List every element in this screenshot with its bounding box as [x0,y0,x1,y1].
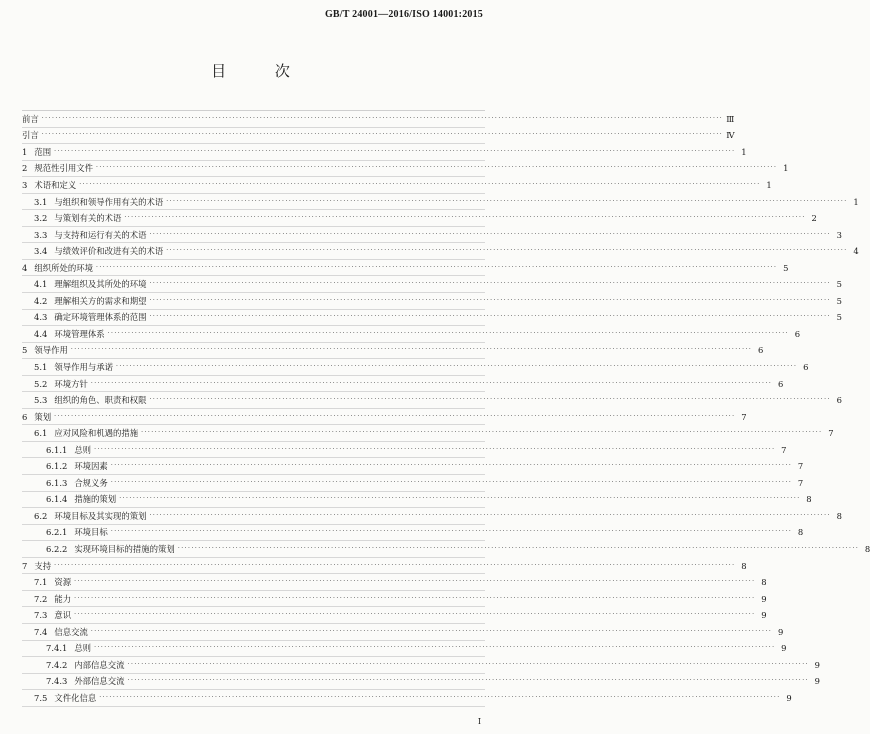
toc-entry-title: 能力 [54,593,72,604]
toc-entry-page: 9 [786,692,792,703]
toc-dot-leader: ········································································································································································································ [110,462,793,470]
toc-dot-leader: ········································································································································································································ [95,164,778,172]
page-number: I [477,717,481,726]
toc-dot-leader: ········································································································································································································ [74,611,756,619]
toc-entry-title: 确定环境管理体系的范围 [54,312,147,323]
standard-code-header: GB/T 24001—2016/ISO 14001:2015 [324,9,483,20]
toc-entry-number: 5.1 [34,361,48,372]
toc-dot-leader: ········································································································································································································ [110,478,793,486]
toc-entry[interactable] [22,690,792,707]
toc-entry-number: 7.4 [34,626,48,637]
toc-entry-page: Ⅲ [726,113,735,124]
toc-dot-leader: ········································································································································································································ [41,114,724,122]
toc-dot-leader: ········································································································································································································ [149,230,831,238]
toc-entry[interactable] [22,558,747,575]
toc-entry[interactable] [22,177,772,194]
toc-dot-leader: ········································································································································································································ [115,362,798,370]
toc-entry-page: Ⅳ [726,130,735,141]
toc-dot-leader: ········································································································································································································ [90,627,773,635]
toc-entry-number: 5.2 [34,378,48,389]
toc-entry-number: 4.2 [34,295,48,306]
toc-entry-page: 9 [781,643,787,654]
toc-dot-leader: ········································································································································································································ [119,495,801,503]
toc-entry-title: 与绩效评价和改进有关的术语 [54,246,164,257]
toc-entry-title: 环境因素 [74,461,108,472]
toc-entry[interactable] [22,574,767,591]
toc-entry-number: 4.3 [34,312,48,323]
toc-entry-page: 8 [864,543,870,554]
toc-entry-title: 策划 [34,411,52,422]
toc-entry-number: 4.1 [34,279,48,290]
toc-entry-number: 前言 [22,113,39,124]
toc-entry-title: 环境方针 [54,378,88,389]
toc-entry-title: 组织所处的环境 [34,262,93,273]
toc-entry-number: 3.3 [34,229,48,240]
toc-entry-number: 7.3 [34,610,48,621]
toc-entry[interactable] [22,310,842,327]
toc-entry[interactable] [22,194,859,211]
toc-entry[interactable] [22,641,787,658]
toc-entry[interactable] [22,475,804,492]
toc-entry-page: 6 [777,378,784,389]
toc-entry-number: 6.1.2 [46,461,68,472]
toc-entry[interactable] [22,607,767,624]
toc-entry-number: 7.5 [34,692,48,703]
toc-entry[interactable] [22,161,789,178]
toc-entry[interactable] [22,425,834,442]
toc-entry[interactable] [22,541,870,558]
toc-entry[interactable] [22,128,735,145]
toc-entry-title: 资源 [54,577,72,588]
toc-entry-title: 外部信息交流 [74,676,125,687]
toc-entry-page: 7 [828,428,834,439]
toc-entry-title: 规范性引用文件 [34,163,93,174]
toc-entry[interactable] [22,293,842,310]
toc-entry[interactable] [22,409,747,426]
toc-entry-number: 6.2.2 [46,543,68,554]
toc-dot-leader: ········································································································································································································ [127,660,810,668]
toc-entry-title: 环境目标及其实现的策划 [54,510,147,521]
toc-entry-title: 应对风险和机遇的措施 [54,428,139,439]
toc-entry-page: 7 [741,411,747,422]
toc-entry-title: 合规义务 [74,477,108,488]
toc-entry-number: 5.3 [34,395,48,406]
toc-entry[interactable] [22,276,842,293]
toc-entry[interactable] [22,359,809,376]
toc-entry-title: 与策划有关的术语 [54,213,122,224]
toc-entry-number: 5 [22,345,28,356]
toc-entry-number: 6.1.4 [46,494,68,505]
toc-entry-page: 7 [781,444,787,455]
toc-entry-number: 7 [22,560,28,571]
toc-entry-page: 6 [836,395,842,406]
toc-dot-leader: ········································································································································································································ [94,445,776,453]
toc-entry-number: 7.2 [34,593,48,604]
toc-entry[interactable] [22,492,812,509]
toc-entry[interactable] [22,326,801,343]
toc-entry-title: 支持 [34,560,52,571]
toc-entry-number: 6 [22,411,28,422]
toc-entry[interactable] [22,624,784,641]
toc-entry-page: 1 [741,146,747,157]
toc-entry-number: 4.4 [34,328,48,339]
toc-entry-number: 6.1.3 [46,477,68,488]
toc-entry-title: 总则 [74,643,92,654]
toc-dot-leader: ········································································································································································································ [107,329,790,337]
toc-entry-page: 9 [777,626,784,637]
toc-entry[interactable] [22,392,842,409]
toc-entry-page: 6 [794,328,801,339]
toc-entry-title: 领导作用 [34,345,68,356]
toc-entry[interactable] [22,591,767,608]
toc-dot-leader: ········································································································································································································ [54,147,736,155]
toc-dot-leader: ········································································································································································································ [141,429,823,437]
toc-entry-page: 3 [836,229,842,240]
toc-dot-leader: ········································································································································································································ [149,296,831,304]
toc-entry[interactable] [22,227,842,244]
toc-entry-number: 6.2 [34,510,48,521]
toc-entry[interactable] [22,657,821,674]
toc-entry-title: 实现环境目标的措施的策划 [74,543,175,554]
toc-dot-leader: ········································································································································································································ [94,644,776,652]
toc-dot-leader: ········································································································································································································ [90,379,773,387]
toc-entry-title: 环境管理体系 [54,328,105,339]
toc-entry-page: 5 [836,295,842,306]
toc-dot-leader: ········································································································································································································ [166,247,848,255]
toc-entry-page: 5 [783,262,789,273]
toc-entry[interactable] [22,343,764,360]
toc-entry-number: 3.2 [34,213,48,224]
toc-dot-leader: ········································································································································································································ [166,197,848,205]
toc-entry[interactable] [22,442,787,459]
toc-entry[interactable] [22,376,784,393]
toc-dot-leader: ········································································································································································································ [124,214,806,222]
toc-entry[interactable] [22,508,842,525]
toc-dot-leader: ········································································································································································································ [149,280,831,288]
toc-entry-title: 内部信息交流 [74,659,125,670]
toc-entry-page: 8 [806,494,812,505]
toc-entry-page: 2 [811,213,817,224]
toc-entry-page: 8 [741,560,747,571]
toc-entry-page: 5 [836,312,842,323]
toc-entry-page: 9 [761,610,767,621]
toc-entry-page: 4 [853,246,859,257]
toc-entry-number: 3.1 [34,196,48,207]
toc-entry[interactable] [22,144,747,161]
toc-entry-title: 术语和定义 [34,179,77,190]
toc-entry-number: 7.4.3 [46,676,68,687]
toc-entry[interactable] [22,458,804,475]
toc-entry-title: 与组织和领导作用有关的术语 [54,196,164,207]
toc-dot-leader: ········································································································································································································ [79,180,761,188]
toc-dot-leader: ········································································································································································································ [41,131,724,139]
toc-entry-page: 6 [757,345,764,356]
toc-entry-title: 措施的策划 [74,494,117,505]
toc-dot-leader: ········································································································································································································ [127,677,810,685]
toc-entry-page: 9 [814,659,821,670]
toc-entry-page: 7 [797,477,804,488]
toc-entry-page: 1 [783,163,789,174]
toc-title: 目 次 [211,62,312,80]
toc-entry-page: 1 [766,179,772,190]
toc-entry[interactable] [22,525,804,542]
toc-entry-number: 6.1 [34,428,48,439]
toc-entry-number: 6.2.1 [46,527,68,538]
toc-dot-leader: ········································································································································································································ [54,561,736,569]
toc-entry-title: 理解相关方的需求和期望 [54,295,147,306]
toc-entry[interactable] [22,210,817,227]
toc-entry-page: 5 [836,279,842,290]
toc-dot-leader: ········································································································································································································ [149,396,831,404]
toc-entry-page: 8 [836,510,842,521]
toc-entry-number: 引言 [22,130,39,141]
toc-entry-title: 范围 [34,146,52,157]
toc-entry-page: 9 [814,676,821,687]
toc-entry-title: 总则 [74,444,92,455]
toc-entry-page: 7 [797,461,804,472]
toc-entry-page: 8 [761,577,767,588]
table-of-contents [22,110,870,707]
toc-entry[interactable] [22,111,735,128]
toc-entry-title: 理解组织及其所处的环境 [54,279,147,290]
toc-entry-title: 与支持和运行有关的术语 [54,229,147,240]
toc-dot-leader: ········································································································································································································ [149,511,831,519]
toc-entry[interactable] [22,260,789,277]
toc-entry-title: 文件化信息 [54,692,97,703]
toc-dot-leader: ········································································································································································································ [177,544,860,552]
toc-dot-leader: ········································································································································································································ [70,346,753,354]
toc-entry[interactable] [22,243,859,260]
toc-entry-number: 4 [22,262,28,273]
toc-dot-leader: ········································································································································································································ [149,313,831,321]
toc-entry-page: 9 [761,593,767,604]
toc-dot-leader: ········································································································································································································ [54,412,736,420]
toc-dot-leader: ········································································································································································································ [74,578,756,586]
toc-entry-title: 组织的角色、职责和权限 [54,395,147,406]
toc-entry-number: 3 [22,179,28,190]
toc-dot-leader: ········································································································································································································ [99,693,781,701]
toc-entry-title: 环境目标 [74,527,108,538]
toc-entry-title: 领导作用与承诺 [54,361,113,372]
toc-dot-leader: ········································································································································································································ [95,263,778,271]
toc-entry-number: 1 [22,146,28,157]
toc-dot-leader: ········································································································································································································ [110,528,793,536]
toc-entry-number: 7.4.2 [46,659,68,670]
toc-entry-page: 1 [853,196,859,207]
toc-entry-page: 8 [797,527,804,538]
toc-entry-number: 7.1 [34,577,48,588]
toc-entry-number: 6.1.1 [46,444,68,455]
toc-entry-title: 意识 [54,610,72,621]
toc-entry-title: 信息交流 [54,626,88,637]
toc-entry-number: 3.4 [34,246,48,257]
toc-entry[interactable] [22,674,821,691]
toc-entry-page: 6 [803,361,809,372]
toc-entry-number: 2 [22,163,28,174]
toc-entry-number: 7.4.1 [46,643,68,654]
toc-dot-leader: ········································································································································································································ [74,594,756,602]
